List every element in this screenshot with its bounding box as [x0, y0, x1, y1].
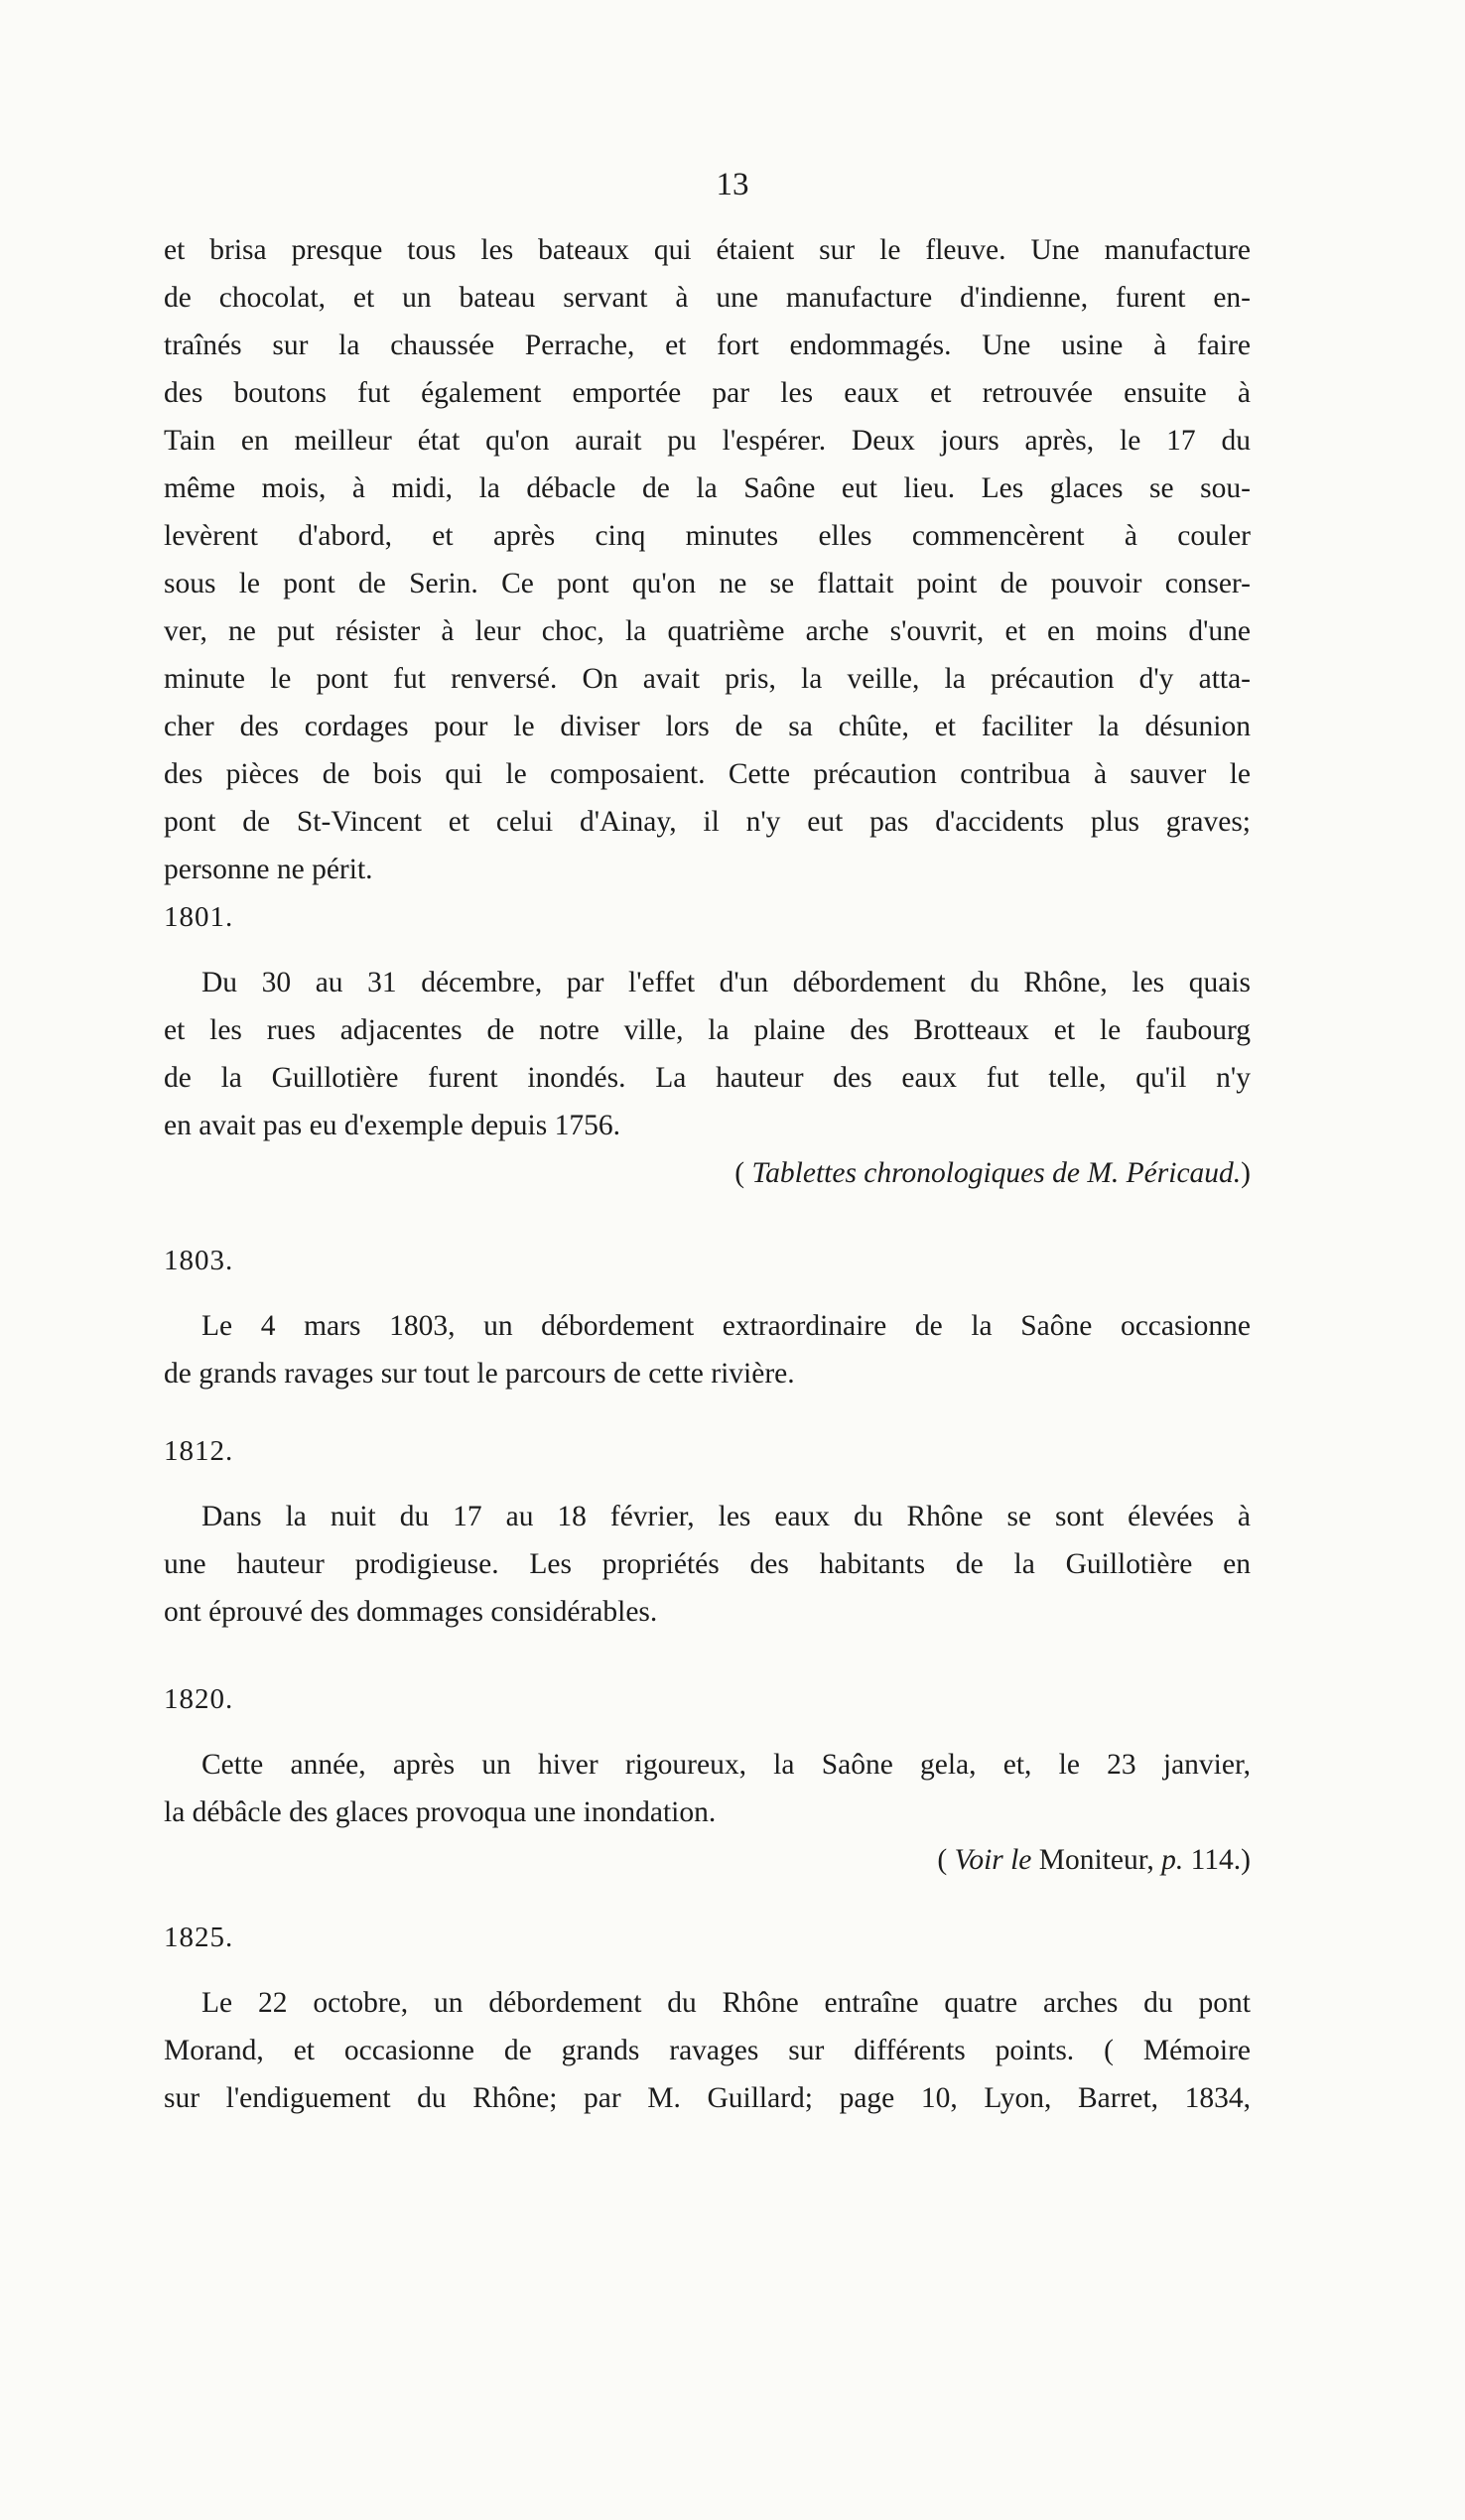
text-line: personne ne périt. — [164, 854, 373, 885]
year-heading: 1801. — [164, 901, 234, 933]
text-line: levèrent d'abord, et après cinq minutes elles commencèrent à couler — [164, 520, 1251, 552]
text-line: la débâcle des glaces provoqua une inondation. — [164, 1796, 717, 1828]
text-line: ont éprouvé des dommages considérables. — [164, 1596, 658, 1628]
citation-close: ) — [1241, 1157, 1251, 1189]
year-heading: 1825. — [164, 1922, 234, 1953]
text-line: traînés sur la chaussée Perrache, et fort endommagés. Une usine à faire — [164, 330, 1251, 361]
text-line: même mois, à midi, la débacle de la Saône eut lieu. Les glaces se sou- — [164, 472, 1251, 504]
text-line: des pièces de bois qui le composaient. Cette précaution contribua à sauver le — [164, 758, 1251, 790]
text-line: Tain en meilleur état qu'on aurait pu l'espérer. Deux jours après, le 17 du — [164, 425, 1251, 457]
entry-1825 — [164, 1914, 1251, 2122]
page-number: 13 — [716, 167, 749, 202]
entry-1820 — [164, 1675, 1251, 1884]
text-line: Cette année, après un hiver rigoureux, la Saône gela, et, le 23 janvier, — [201, 1749, 1251, 1781]
citation-page-label: p. — [1161, 1844, 1184, 1876]
text-line: sous le pont de Serin. Ce pont qu'on ne se flattait point de pouvoir conser- — [164, 568, 1251, 599]
text-line: Du 30 au 31 décembre, par l'effet d'un débordement du Rhône, les quais — [201, 967, 1251, 998]
text-line: de grands ravages sur tout le parcours de cette rivière. — [164, 1358, 795, 1390]
entry-1812 — [164, 1427, 1251, 1636]
citation-title: Tablettes chronologiques de M. Péricaud. — [751, 1157, 1242, 1189]
text-line: et brisa presque tous les bateaux qui étaient sur le fleuve. Une manufacture — [164, 234, 1251, 266]
citation-page: 114.) — [1183, 1844, 1251, 1876]
year-heading: 1812. — [164, 1435, 234, 1467]
text-line: Le 22 octobre, un débordement du Rhône entraîne quatre arches du pont — [201, 1987, 1251, 2019]
citation-lead: Voir le — [954, 1844, 1032, 1876]
year-heading: 1803. — [164, 1245, 234, 1276]
text-line: Dans la nuit du 17 au 18 février, les eaux du Rhône se sont élevées à — [201, 1501, 1251, 1532]
text-line: Morand, et occasionne de grands ravages sur différents points. ( Mémoire — [164, 2035, 1251, 2066]
citation-open: ( — [937, 1844, 955, 1876]
text-line: ver, ne put résister à leur choc, la quatrième arche s'ouvrit, et en moins d'une — [164, 615, 1251, 647]
intro-paragraph — [164, 226, 1251, 893]
text-line: sur l'endiguement du Rhône; par M. Guillard; page 10, Lyon, Barret, 1834, — [164, 2082, 1251, 2114]
text-line: et les rues adjacentes de notre ville, la plaine des Brotteaux et le faubourg — [164, 1014, 1251, 1046]
citation — [164, 1149, 1251, 1197]
text-line: des boutons fut également emportée par les eaux et retrouvée ensuite à — [164, 377, 1251, 409]
citation-name: Moniteur, — [1031, 1844, 1162, 1876]
text-line: cher des cordages pour le diviser lors de sa chûte, et faciliter la désunion — [164, 711, 1251, 742]
citation — [164, 1836, 1251, 1884]
text-line: minute le pont fut renversé. On avait pris, la veille, la précaution d'y atta- — [164, 663, 1251, 695]
text-line: en avait pas eu d'exemple depuis 1756. — [164, 1110, 620, 1141]
text-line: de chocolat, et un bateau servant à une manufacture d'indienne, furent en- — [164, 282, 1251, 314]
text-line: pont de St-Vincent et celui d'Ainay, il n'y eut pas d'accidents plus graves; — [164, 806, 1251, 838]
entry-1803 — [164, 1237, 1251, 1397]
text-line: de la Guillotière furent inondés. La hauteur des eaux fut telle, qu'il n'y — [164, 1062, 1251, 1094]
citation-open: ( — [734, 1157, 752, 1189]
text-line: Le 4 mars 1803, un débordement extraordinaire de la Saône occasionne — [201, 1310, 1251, 1342]
year-heading: 1820. — [164, 1683, 234, 1715]
body-text — [164, 226, 1251, 2122]
entry-1801 — [164, 893, 1251, 1197]
text-line: une hauteur prodigieuse. Les propriétés des habitants de la Guillotière en — [164, 1548, 1251, 1580]
